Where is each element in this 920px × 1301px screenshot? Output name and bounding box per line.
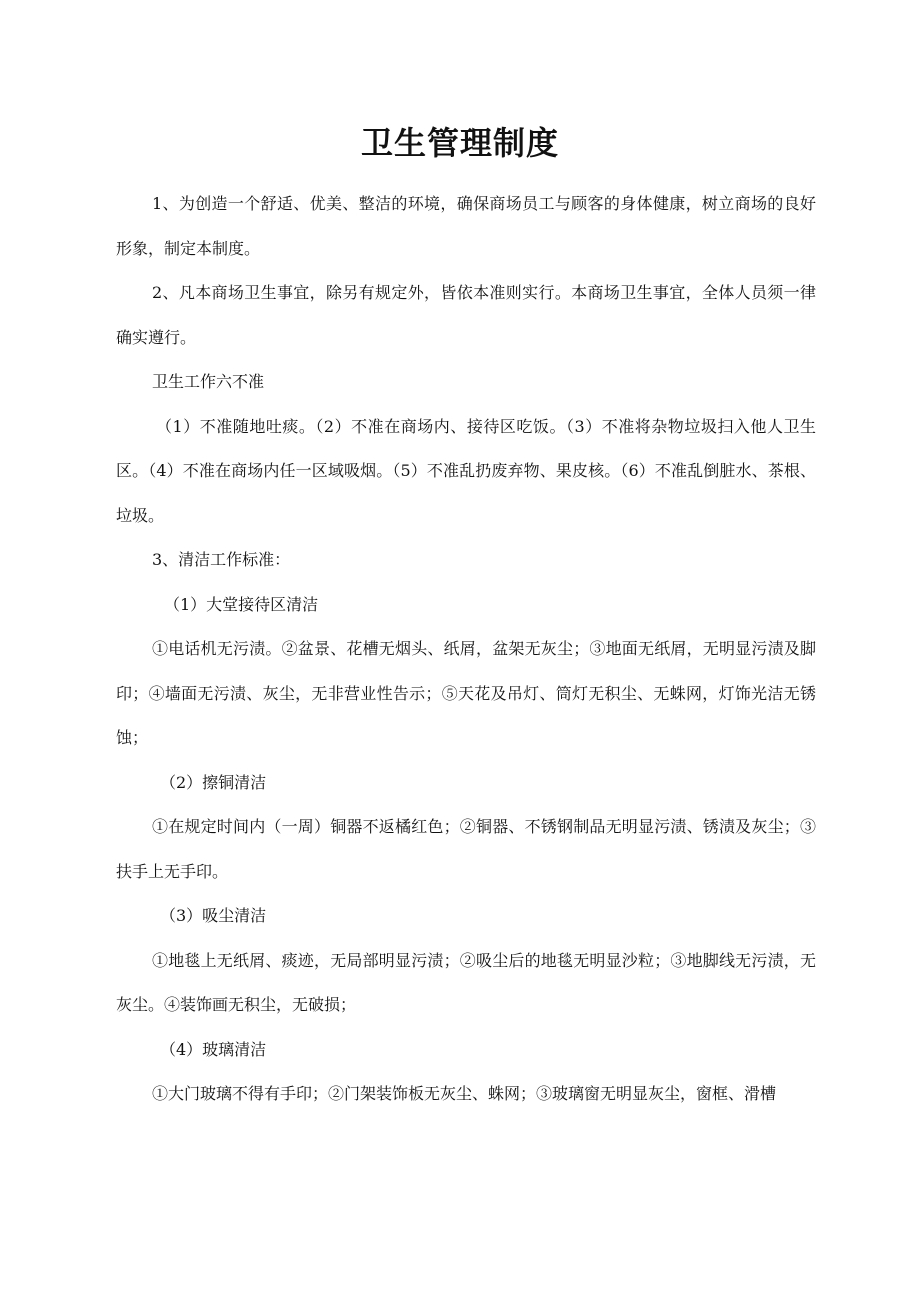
document-body [116,182,816,1117]
section-heading-six-prohibitions: 卫生工作六不准 [152,372,265,391]
paragraph-lobby-reception: ①电话机无污渍。②盆景、花槽无烟头、纸屑，盆架无灰尘；③地面无纸屑，无明显污渍及脚印；④墙面无污渍、灰尘，无非营业性告示；⑤天花及吊灯、筒灯无积尘、无蛛网，灯饰光洁无锈蚀； [116,639,816,747]
document-title: 卫生管理制度 [360,124,559,162]
paragraph-vacuum-cleaning: ①地毯上无纸屑、痰迹，无局部明显污渍；②吸尘后的地毯无明显沙粒；③地脚线无污渍，无灰尘。④装饰画无积尘，无破损； [116,950,816,1014]
paragraph-copper-cleaning: ①在规定时间内（一周）铜器不返橘红色；②铜器、不锈钢制品无明显污渍、锈渍及灰尘；③扶手上无手印。 [116,817,816,881]
paragraph-glass-cleaning: ①大门玻璃不得有手印；②门架装饰板无灰尘、蛛网；③玻璃窗无明显灰尘，窗框、滑槽 [152,1084,777,1103]
subheading-glass-cleaning: （4）玻璃清洁 [160,1039,267,1059]
paragraph-six-prohibitions: （1）不准随地吐痰。（2）不准在商场内、接待区吃饭。（3）不准将杂物垃圾扫入他人卫生区。（4）不准在商场内任一区域吸烟。（5）不准乱扔废弃物、果皮核。（6）不准乱倒脏水、茶根、垃圾。 [116,416,816,525]
paragraph-scope: 2、凡本商场卫生事宜，除另有规定外，皆依本准则实行。本商场卫生事宜，全体人员须一律确实遵行。 [116,283,816,347]
subheading-lobby-reception: （1）大堂接待区清洁 [164,594,319,614]
subheading-copper-cleaning: （2）擦铜清洁 [160,772,267,792]
subheading-vacuum-cleaning: （3）吸尘清洁 [160,906,267,925]
section-heading-cleaning-standards: 3、清洁工作标准： [152,550,291,569]
paragraph-purpose: 1、为创造一个舒适、优美、整洁的环境，确保商场员工与顾客的身体健康，树立商场的良好形象，制定本制度。 [116,194,816,258]
